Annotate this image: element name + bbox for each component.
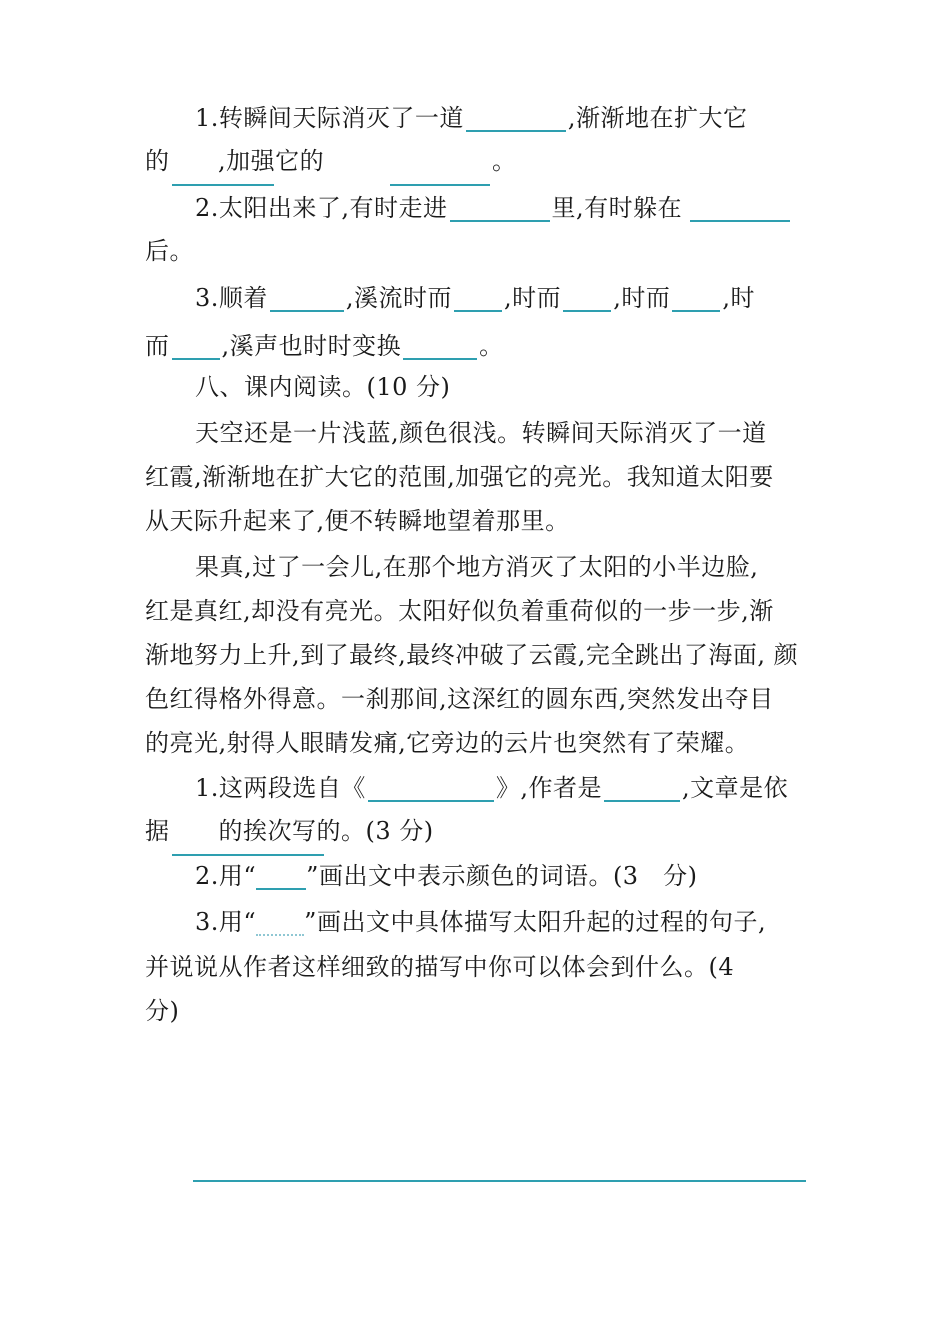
s7-q3-line1 (195, 282, 755, 313)
section-8-heading-text: 八、课内阅读。(10 分) (195, 373, 451, 401)
answer-line[interactable] (193, 1180, 806, 1182)
s7-q1-line2c (492, 146, 517, 176)
s7-q2-line1 (195, 192, 792, 223)
s8-q3-line3 (145, 996, 179, 1026)
s7-q1-text-d: ,加强它的 (218, 147, 325, 175)
wavy-underline-sample (256, 912, 304, 936)
straight-underline-sample (256, 866, 306, 890)
passage-p2-line4: 色红得格外得意。一刹那间,这深红的圆东西,突然发出夺目 (145, 685, 774, 713)
answer-blank[interactable] (690, 198, 790, 222)
s8-q2-line (195, 860, 697, 891)
s8-q2-text-b: ”画出文中表示颜色的词语。(3 分) (306, 862, 698, 890)
passage-p1-line1: 天空还是一片浅蓝,颜色很浅。转瞬间天际消灭了一道 (195, 419, 767, 447)
s7-q3-text-e: ,时 (722, 284, 755, 312)
answer-blank[interactable] (466, 108, 566, 132)
s7-q3-text-b: ,溪流时而 (345, 284, 453, 312)
s7-q1-line2 (145, 146, 170, 176)
answer-blank[interactable] (172, 832, 324, 856)
s7-q2-text-b: 里,有时躲在 (551, 194, 683, 222)
s8-q1-text-c: ,文章是依 (682, 774, 789, 802)
passage-p2-line2: 红是真红,却没有亮光。太阳好似负着重荷似的一步一步,渐 (145, 597, 774, 625)
passage-p2-line1: 果真,过了一会儿,在那个地方消灭了太阳的小半边脸, (195, 553, 759, 581)
answer-blank[interactable] (563, 288, 611, 312)
s7-q3-text-d: ,时而 (613, 284, 671, 312)
s7-q1-line1 (195, 102, 748, 133)
s7-q1-text-c: 的 (145, 147, 170, 175)
s7-q2-line2 (145, 236, 194, 266)
s8-q1-text-a: 1.这两段选自《 (195, 774, 366, 802)
answer-blank[interactable] (270, 288, 344, 312)
answer-blank[interactable] (390, 162, 490, 186)
s7-q3-text-a: 3.顺着 (195, 284, 268, 312)
passage-p1-line3: 从天际升起来了,便不转瞬地望着那里。 (145, 507, 570, 535)
s8-q3-text-c: 并说说从作者这样细致的描写中你可以体会到什么。(4 (145, 953, 735, 981)
s7-q1-text-b: ,渐渐地在扩大它 (567, 104, 748, 132)
passage-p1-line2: 红霞,渐渐地在扩大它的范围,加强它的亮光。我知道太阳要 (145, 463, 774, 491)
s8-q1-text-b: 》,作者是 (495, 774, 603, 802)
s8-q3-text-d: 分) (145, 997, 180, 1025)
s8-q1-line1 (195, 772, 788, 803)
s7-q3-text-f: 而 (145, 332, 170, 360)
s8-q3-text-b: ”画出文中具体描写太阳升起的过程的句子, (304, 908, 767, 936)
answer-blank[interactable] (672, 288, 720, 312)
s8-q1-text-d: 据 的挨次写的。(3 分) (145, 817, 434, 845)
answer-blank[interactable] (172, 336, 220, 360)
answer-blank[interactable] (454, 288, 502, 312)
s7-q3-text-h: 。 (479, 332, 504, 360)
passage-p2-line5: 的亮光,射得人眼睛发痛,它旁边的云片也突然有了荣耀。 (145, 729, 750, 757)
section-8-heading (195, 372, 450, 402)
answer-blank[interactable] (368, 778, 494, 802)
s8-q3-text-a: 3.用“ (195, 908, 257, 936)
s7-q1-text-e: 。 (492, 147, 517, 175)
s7-q1-line2b (218, 146, 324, 176)
answer-blank[interactable] (604, 778, 680, 802)
answer-blank[interactable] (450, 198, 550, 222)
s7-q3-text-g: ,溪声也时时变换 (221, 332, 402, 360)
s8-q3-line1 (195, 906, 766, 937)
s7-q2-text-a: 2.太阳出来了,有时走进 (195, 194, 448, 222)
s7-q3-text-c: ,时而 (504, 284, 562, 312)
s8-q3-line2 (145, 952, 734, 982)
passage-p2-line3: 渐地努力上升,到了最终,最终冲破了云霞,完全跳出了海面, 颜 (145, 641, 799, 669)
answer-blank[interactable] (403, 336, 477, 360)
s7-q3-line2 (145, 330, 504, 361)
s7-q1-text-a: 1.转瞬间天际消灭了一道 (195, 104, 464, 132)
s7-q2-text-c: 后。 (145, 237, 194, 265)
s8-q2-text-a: 2.用“ (195, 862, 257, 890)
